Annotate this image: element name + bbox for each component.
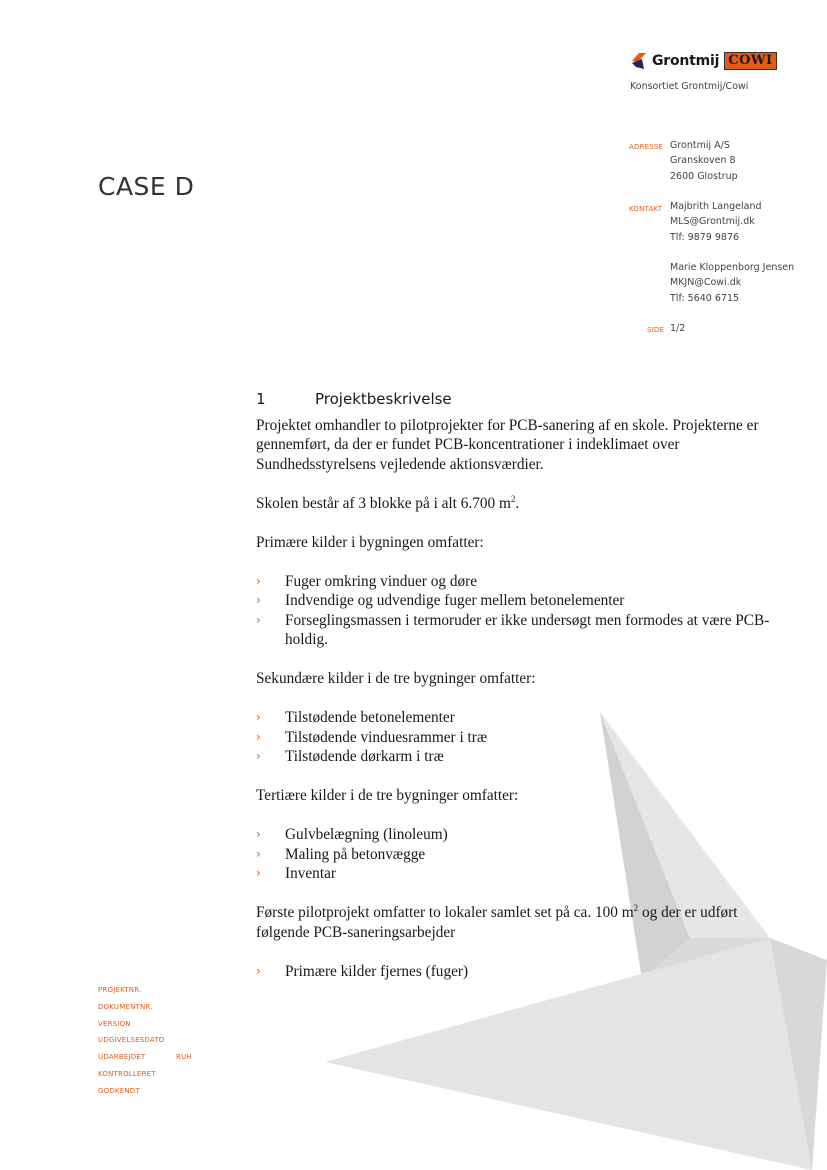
contact-name: Marie Kloppenborg Jensen	[670, 262, 795, 273]
meta-row	[98, 1032, 192, 1049]
page-number: 1/2	[670, 323, 686, 334]
pilot-list	[256, 962, 776, 982]
company-logo	[630, 50, 777, 72]
meta-version-label: VERSION	[98, 1019, 131, 1028]
pilot-paragraph	[256, 903, 776, 942]
list-item	[256, 708, 776, 728]
contact-label: KONTAKT	[629, 205, 663, 213]
school-paragraph	[256, 494, 776, 514]
list-item-text: Tilstødende dørkarm i træ	[285, 748, 444, 765]
meta-prepared-value: RUH	[176, 1053, 192, 1062]
contact-block-2	[670, 260, 794, 306]
section-heading	[256, 390, 776, 410]
contact-email: MKJN@Cowi.dk	[670, 277, 742, 289]
list-item-text: Gulvbelægning (linoleum)	[285, 826, 448, 843]
chevron-right-icon: ›	[256, 749, 261, 763]
contact-name: Majbrith Langeland	[670, 201, 762, 212]
meta-prepared-label: UDARBEJDET	[98, 1053, 146, 1062]
chevron-right-icon: ›	[256, 827, 261, 841]
list-item-text: Indvendige og udvendige fuger mellem betonelementer	[285, 592, 625, 609]
list-item	[256, 728, 776, 748]
page-label: SIDE	[647, 326, 665, 334]
address-block	[670, 138, 738, 184]
list-item	[256, 864, 776, 884]
school-superscript: 2	[510, 493, 516, 504]
consortium-name: Konsortiet Grontmij/Cowi	[630, 81, 749, 92]
chevron-right-icon: ›	[256, 710, 261, 724]
meta-approved-label: GODKENDT	[98, 1086, 140, 1095]
list-item	[256, 845, 776, 865]
primary-list	[256, 572, 776, 650]
list-item-text: Primære kilder fjernes (fuger)	[285, 962, 469, 980]
chevron-right-icon: ›	[256, 573, 261, 588]
tertiary-heading: Tertiære kilder i de tre bygninger omfatter:	[256, 787, 519, 804]
primary-heading: Primære kilder i bygningen omfatter:	[256, 533, 484, 551]
pilot-superscript: 2	[633, 902, 639, 913]
chevron-right-icon: ›	[256, 963, 261, 978]
secondary-list	[256, 708, 776, 767]
meta-row	[98, 1016, 192, 1033]
list-item	[256, 611, 776, 650]
chevron-right-icon: ›	[256, 846, 261, 861]
meta-row	[98, 1066, 192, 1083]
secondary-heading: Sekundære kilder i de tre bygninger omfatter:	[256, 670, 536, 687]
meta-row	[98, 1083, 192, 1100]
address-line: Grontmij A/S	[670, 140, 730, 151]
chevron-right-icon: ›	[256, 729, 261, 744]
pilot-text-cont: og der er udført følgende PCB-saneringsarbejder	[256, 904, 738, 941]
meta-row	[98, 982, 192, 999]
list-item-text: Inventar	[285, 865, 336, 882]
chevron-right-icon: ›	[256, 612, 261, 627]
section-number: 1	[256, 390, 266, 408]
address-line: Granskoven 8	[670, 155, 736, 167]
section-title: Projektbeskrivelse	[315, 390, 452, 408]
list-item-text: Tilstødende vinduesrammer i træ	[285, 728, 488, 746]
list-item	[256, 825, 776, 845]
meta-checked-label: KONTROLLERET	[98, 1069, 156, 1078]
list-item	[256, 591, 776, 611]
pilot-text: Første pilotprojekt omfatter to lokaler samlet set på ca. 100 m	[256, 904, 634, 921]
meta-project-label: PROJEKTNR.	[98, 986, 142, 994]
contact-phone: Tlf: 9879 9876	[670, 231, 740, 243]
list-item	[256, 962, 776, 982]
meta-row	[98, 1049, 192, 1066]
meta-document-label: DOKUMENTNR.	[98, 1002, 153, 1011]
list-item	[256, 572, 776, 592]
list-item	[256, 747, 776, 767]
meta-row	[98, 999, 192, 1016]
school-text: Skolen består af 3 blokke på i alt 6.700 m	[256, 494, 511, 512]
address-label: ADRESSE	[629, 143, 664, 151]
grontmij-mark-icon	[630, 51, 648, 71]
document-body	[256, 390, 776, 1001]
intro-paragraph: Projektet omhandler to pilotprojekter for PCB-sanering af en skole. Projekterne er gennemført, da der er fundet PCB-koncentrationer i indeklimaet over Sundhedsstyrelsens vejledende aktionsværdier.	[256, 416, 759, 473]
meta-date-label: UDGIVELSESDATO	[98, 1036, 165, 1045]
list-item-text: Fuger omkring vinduer og døre	[285, 572, 478, 590]
contact-block-1	[670, 199, 762, 245]
document-meta	[98, 982, 192, 1100]
document-title: CASE D	[98, 172, 195, 201]
logo-cowi-text: COWI	[724, 52, 776, 70]
contact-email: MLS@Grontmij.dk	[670, 216, 755, 228]
tertiary-list	[256, 825, 776, 884]
logo-grontmij-text: Grontmij	[652, 53, 720, 69]
chevron-right-icon: ›	[256, 593, 261, 607]
list-item-text: Forseglingsmassen i termoruder er ikke undersøgt men formodes at være PCB-holdig.	[285, 611, 770, 648]
list-item-text: Tilstødende betonelementer	[285, 709, 455, 726]
school-end: .	[515, 494, 520, 512]
contact-phone: Tlf: 5640 6715	[670, 292, 740, 304]
address-line: 2600 Glostrup	[670, 170, 738, 182]
chevron-right-icon: ›	[256, 866, 261, 880]
list-item-text: Maling på betonvægge	[285, 845, 426, 863]
